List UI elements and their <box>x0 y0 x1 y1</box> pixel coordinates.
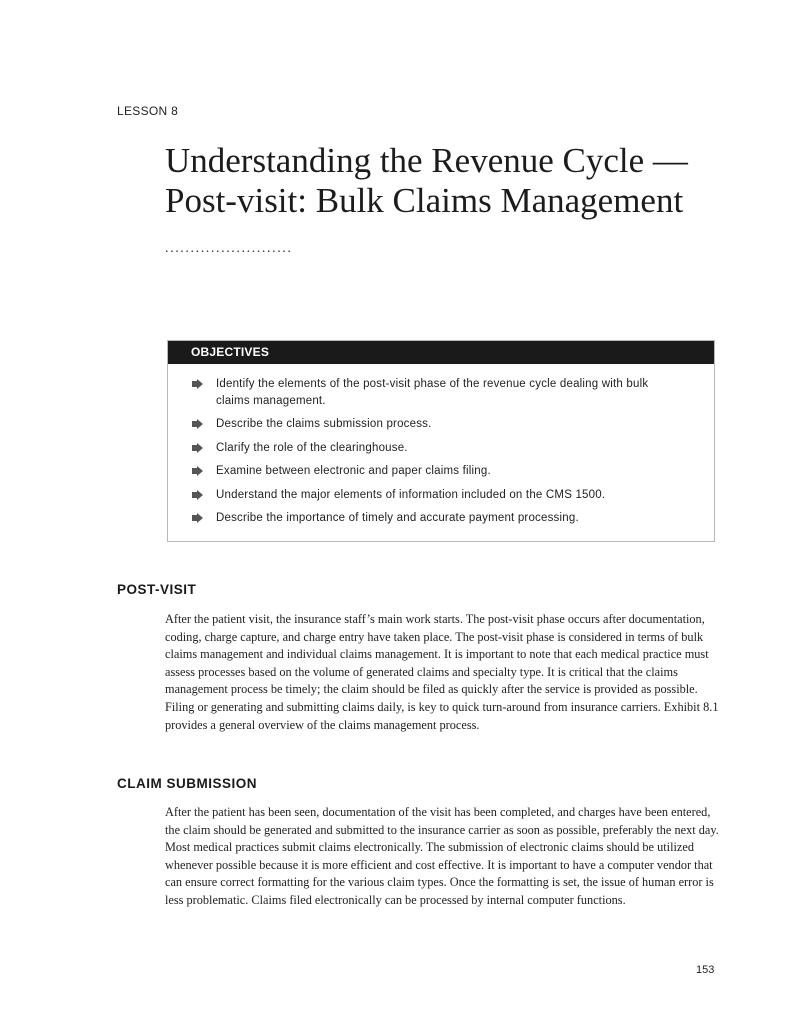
arrow-right-icon <box>192 513 203 523</box>
objective-text: Clarify the role of the clearinghouse. <box>216 441 408 454</box>
objective-text: Examine between electronic and paper claims filing. <box>216 465 491 477</box>
objective-item <box>192 510 684 527</box>
objective-text: Identify the elements of the post-visit phase of the revenue cycle dealing with bulk claims management. <box>216 378 649 407</box>
page-number: 153 <box>696 964 715 976</box>
objective-text: Describe the importance of timely and accurate payment processing. <box>216 512 579 524</box>
objective-item <box>192 376 684 409</box>
title-dots: ......................... <box>165 241 293 256</box>
arrow-right-icon <box>192 443 203 453</box>
objectives-header: OBJECTIVES <box>168 341 714 364</box>
arrow-right-icon <box>192 466 203 476</box>
objectives-box <box>167 340 715 542</box>
objective-item <box>192 416 684 433</box>
arrow-right-icon <box>192 490 203 500</box>
objective-text: Understand the major elements of information included on the CMS 1500. <box>216 488 606 501</box>
objective-item <box>192 440 684 457</box>
section-body-claim-submission: After the patient has been seen, documentation of the visit has been completed, and charges have been entered, the claim should be generated and submitted to the insurance carrier as soon as possible, preferably the next day. Most medical practices submit claims electronically. The submission of electronic claims should be utilized whenever possible because it is more efficient and cost effective. It is important to have a computer vendor that can ensure correct formatting for the various claim types. Once the formatting is set, the issue of human error is less problematic. Claims filed electronically can be processed by internal computer functions. <box>165 805 719 907</box>
section-heading-claim-submission: CLAIM SUBMISSION <box>117 776 258 791</box>
objective-text: Describe the claims submission process. <box>216 418 432 430</box>
objective-item <box>192 463 684 480</box>
page-title-text: Understanding the Revenue Cycle — Post-visit: Bulk Claims Management <box>165 141 688 220</box>
section-body-post-visit: After the patient visit, the insurance staff’s main work starts. The post-visit phase occurs after documentation, coding, charge capture, and charge entry have taken place. The post-visit phase is considered in terms of bulk claims management and individual claims management. It is important to note that each medical practice must assess processes based on the volume of generated claims and specialty type. It is critical that the claims management process be timely; the claim should be filed as quickly after the service is provided as possible. Filing or generating and submitting claims daily, is key to quick turn-around from insurance carriers. Exhibit 8.1 provides a general overview of the claims management process. <box>165 612 719 732</box>
page-title <box>165 141 765 269</box>
arrow-right-icon <box>192 379 203 389</box>
objectives-list <box>168 364 714 527</box>
objective-item <box>192 487 684 504</box>
section-heading-post-visit: POST-VISIT <box>117 582 197 597</box>
lesson-label: LESSON 8 <box>117 104 179 118</box>
arrow-right-icon <box>192 419 203 429</box>
